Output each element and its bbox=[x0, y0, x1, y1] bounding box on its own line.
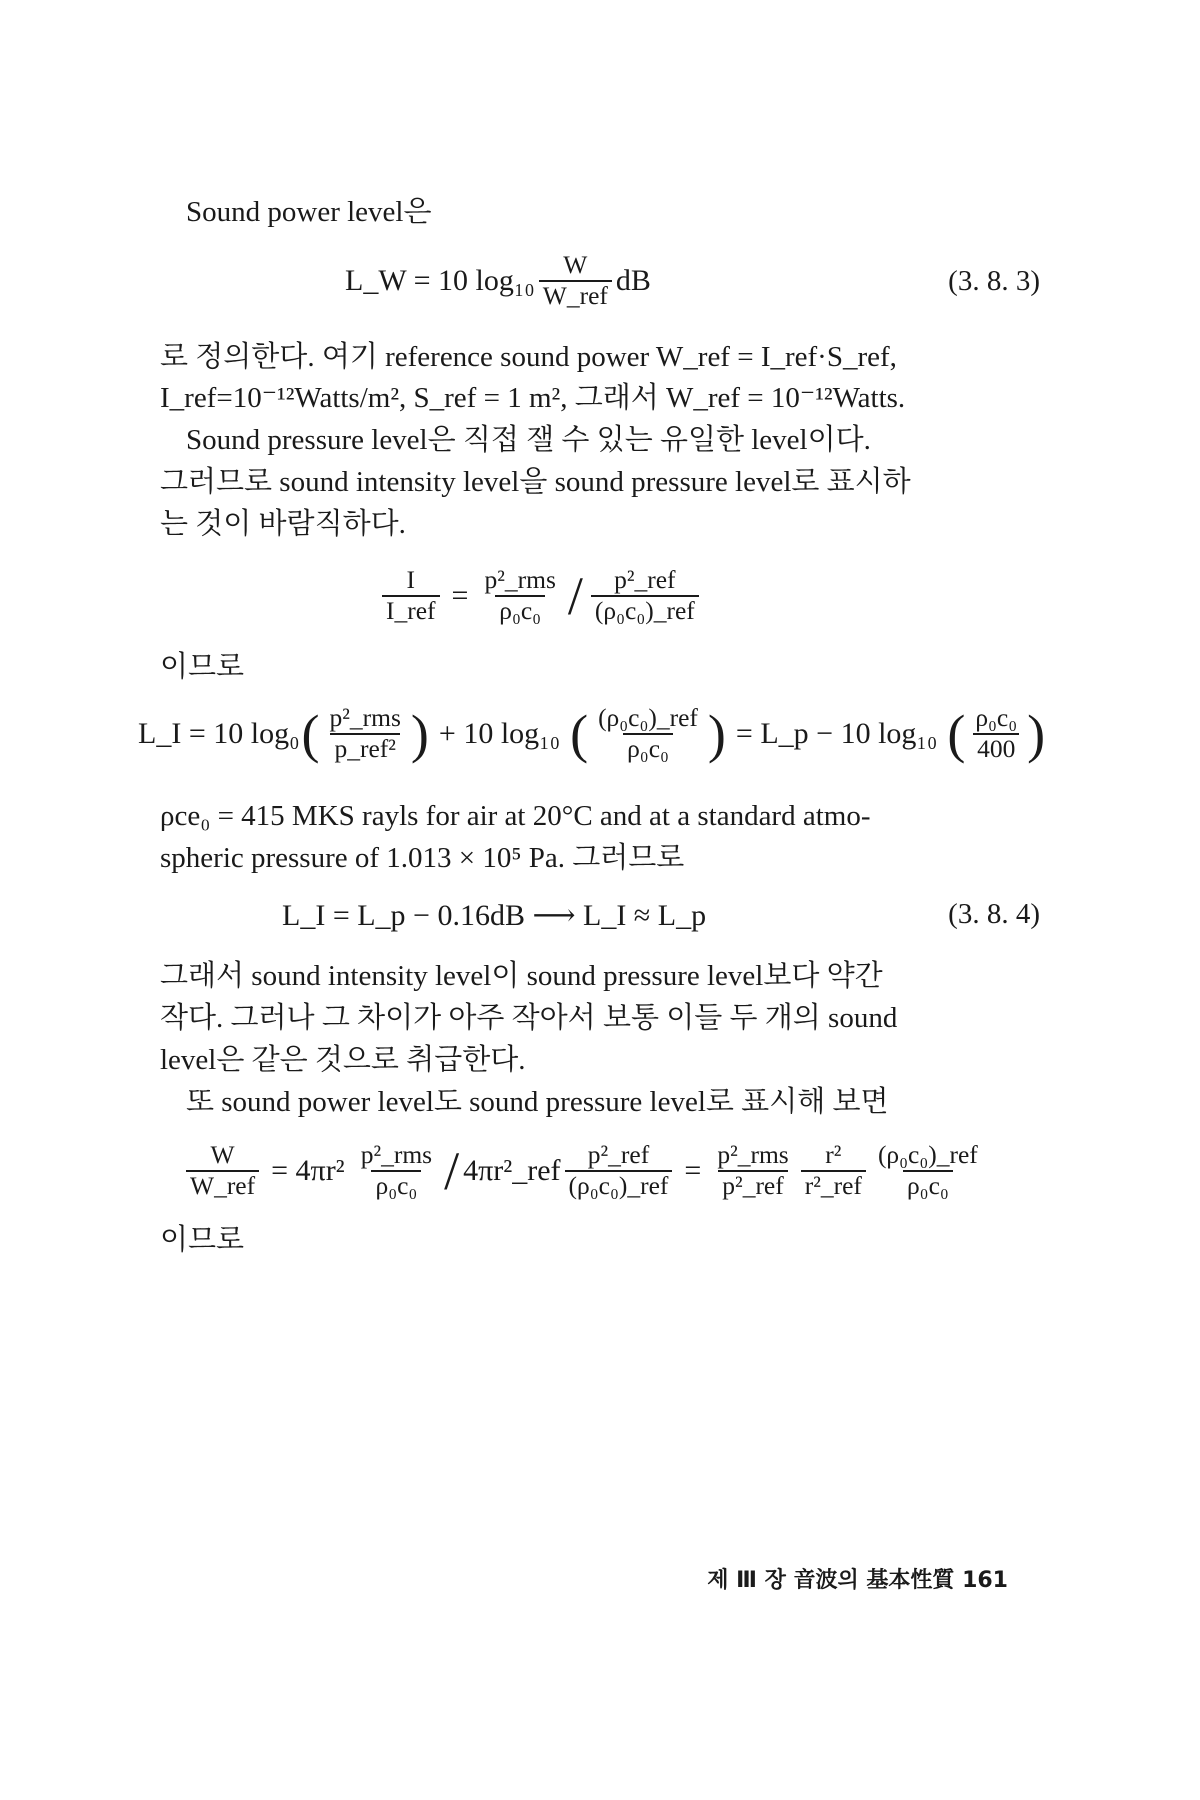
text-line-11: 작다. 그러나 그 차이가 아주 작아서 보통 이들 두 개의 sound bbox=[160, 1002, 898, 1034]
frac-den: ρ₀c₀ bbox=[903, 1170, 953, 1200]
frac-num: ρ₀c₀ bbox=[975, 703, 1018, 732]
text-line-2: 로 정의한다. 여기 reference sound power W_ref = I_ref·S_ref, bbox=[160, 341, 897, 373]
equation-power-ratio: $\frac{W}{\text{W\_ref}}$ = 4πr² $\frac{\text{p²\_rms}}{\text{ρ₀c₀}}$ / 4πr²_ref $\frac{\text{p²\_ref}}{\text{(ρ₀c₀)\_ref}}$ = $\frac{\text{p²\_rms}}{\text{p²\_ref}}$ $\frac{\text{r²}}{\text{r²\_ref}}$ $\frac{\text{(ρ₀c₀)\_ref}}{\text{ρ₀c₀}}$ bbox=[182, 1140, 986, 1202]
frac-num: (ρ₀c₀)_ref bbox=[877, 1140, 978, 1170]
eq-fraction bbox=[326, 705, 405, 763]
equation-intensity-level: L_I = 10 log₀ ( $\frac{\text{p²\_rms}}{\text{p\_ref²}}$ ) + 10 log₁₀ ( $\frac{\text{(ρ₀c₀)\_ref}}{\text{ρ₀c₀}}$ ) = L_p − 10 log₁₀ ( $\frac{\text{ρ₀c₀}}{400}$ ) bbox=[138, 703, 1046, 764]
frac-den: (ρ₀c₀)_ref bbox=[591, 595, 699, 625]
frac-den: ρ₀c₀ bbox=[623, 733, 673, 763]
frac-den: r²_ref bbox=[801, 1170, 866, 1200]
equation-3-8-4 bbox=[282, 898, 706, 933]
eq-fraction bbox=[874, 1142, 982, 1200]
frac-num: (ρ₀c₀)_ref bbox=[598, 703, 698, 732]
equation-3-8-3 bbox=[345, 252, 651, 310]
eq-fraction bbox=[801, 1142, 866, 1200]
text-line-3: I_ref=10⁻¹²Watts/m², S_ref = 1 m², 그래서 W_ref = 10⁻¹²Watts. bbox=[160, 382, 906, 414]
eq-fraction bbox=[591, 567, 699, 625]
frac-num: W bbox=[210, 1140, 235, 1170]
eq-lhs: L_I = 10 log₀ bbox=[138, 716, 300, 750]
eq-fraction bbox=[971, 705, 1021, 763]
text-line-8: ρce₀ = 415 MKS rayls for air at 20°C and at a standard atmo- bbox=[160, 800, 871, 832]
equation-number: (3. 8. 3) bbox=[948, 265, 1040, 297]
frac-num: r² bbox=[825, 1140, 842, 1170]
frac-den: W_ref bbox=[186, 1170, 259, 1200]
frac-den: (ρ₀c₀)_ref bbox=[565, 1170, 673, 1200]
text-line-13: 또 sound power level도 sound pressure level로 표시해 보면 bbox=[186, 1086, 889, 1118]
eq-fraction bbox=[480, 567, 559, 625]
text-line-5: 그러므로 sound intensity level을 sound pressure level로 표시하 bbox=[160, 466, 911, 498]
eq-fraction bbox=[186, 1142, 259, 1200]
frac-num: p²_rms bbox=[329, 703, 401, 732]
frac-den: p_ref² bbox=[330, 733, 399, 763]
frac-num: p²_rms bbox=[484, 565, 556, 595]
frac-num: W bbox=[563, 250, 588, 279]
text-line-7: 이므로 bbox=[160, 651, 245, 683]
eq-fraction bbox=[594, 705, 702, 763]
text-line-4: Sound pressure level은 직접 잴 수 있는 유일한 level이다. bbox=[186, 424, 871, 456]
equation-intensity-ratio: $\frac{I}{\text{I\_ref}}$ = $\frac{\text{p²\_rms}}{\text{ρ₀c₀}}$ / $\frac{\text{p²\_ref}}{\text{(ρ₀c₀)\_ref}}$ bbox=[378, 565, 703, 627]
eq-fraction bbox=[565, 1142, 673, 1200]
eq-plus-term: + 10 log₁₀ bbox=[438, 716, 561, 750]
text-line-12: level은 같은 것으로 취급한다. bbox=[160, 1044, 526, 1076]
text-line-9: spheric pressure of 1.013 × 10⁵ Pa. 그러므로 bbox=[160, 842, 685, 874]
frac-den: ρ₀c₀ bbox=[495, 595, 545, 625]
frac-den: ρ₀c₀ bbox=[371, 1170, 421, 1200]
frac-den: 400 bbox=[973, 733, 1019, 763]
eq-fraction bbox=[539, 252, 612, 310]
frac-num: I bbox=[406, 565, 416, 595]
equation-number: (3. 8. 4) bbox=[948, 898, 1040, 930]
eq-term: 4πr²_ref bbox=[463, 1154, 561, 1187]
frac-num: p²_ref bbox=[614, 565, 676, 595]
eq-fraction bbox=[713, 1142, 792, 1200]
page-footer: 제 Ⅲ 장 音波의 基本性質 161 bbox=[707, 1568, 1008, 1593]
text-line-1: Sound power level은 bbox=[186, 196, 432, 228]
text-line-10: 그래서 sound intensity level이 sound pressure level보다 약간 bbox=[160, 960, 883, 992]
eq-suffix: dB bbox=[615, 263, 651, 297]
eq-fraction bbox=[382, 567, 440, 625]
frac-den: W_ref bbox=[539, 280, 612, 310]
frac-num: p²_rms bbox=[360, 1140, 433, 1170]
frac-num: p²_rms bbox=[717, 1140, 789, 1170]
frac-den: I_ref bbox=[382, 595, 440, 625]
text-line-6: 는 것이 바람직하다. bbox=[160, 508, 406, 540]
eq-rhs-term: = L_p − 10 log₁₀ bbox=[735, 716, 938, 750]
eq-term: = 4πr² bbox=[271, 1154, 345, 1187]
eq-body: L_I = L_p − 0.16dB ⟶ L_I ≈ L_p bbox=[282, 899, 707, 932]
frac-den: p²_ref bbox=[718, 1170, 787, 1200]
frac-num: p²_ref bbox=[587, 1140, 650, 1170]
eq-fraction bbox=[357, 1142, 436, 1200]
text-line-14: 이므로 bbox=[160, 1224, 245, 1256]
eq-lhs: L_W = 10 log₁₀ bbox=[345, 263, 535, 297]
